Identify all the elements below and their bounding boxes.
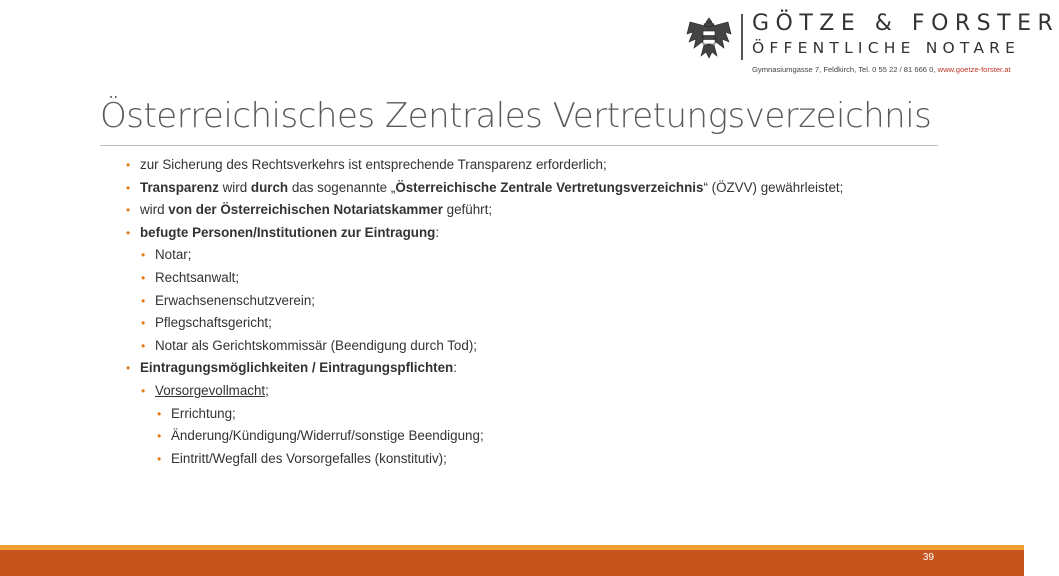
bullet-dot-icon: •	[126, 225, 131, 240]
bullet-item	[141, 335, 478, 357]
bullet-item	[141, 290, 316, 312]
bullet-text: Notar als Gerichtskommissär (Beendigung durch Tod);	[155, 337, 478, 353]
bullet-dot-icon: •	[141, 338, 146, 353]
bullet-text: Vorsorgevollmacht	[155, 383, 266, 398]
bullet-text: von der Österreichischen Notariatskammer	[168, 202, 443, 218]
bullet-item	[126, 154, 607, 176]
bullet-dot-icon: •	[141, 316, 146, 331]
bullet-item	[141, 244, 192, 266]
bullet-item	[141, 380, 269, 402]
bullet-item	[157, 403, 236, 425]
bullet-dot-icon: •	[157, 429, 162, 444]
bullet-text: Österreichische Zentrale Vertretungsverzeichnis	[395, 179, 704, 195]
bullet-item	[141, 267, 240, 289]
bullet-item	[126, 222, 440, 244]
bullet-dot-icon: •	[126, 180, 131, 195]
firm-subtitle: ÖFFENTLICHE NOTARE	[752, 39, 1021, 57]
bullet-text: :	[453, 360, 457, 376]
bullet-text: Eintragungsmöglichkeiten / Eintragungspflichten	[140, 360, 454, 376]
bullet-item	[126, 199, 493, 221]
bullet-dot-icon: •	[141, 271, 146, 285]
bullet-text: zur Sicherung des Rechtsverkehrs ist entsprechende Transparenz erforderlich;	[140, 157, 607, 172]
bullet-text: Pflegschaftsgericht;	[155, 315, 272, 331]
bullet-item	[126, 177, 844, 199]
bullet-text: :	[435, 224, 440, 240]
bullet-dot-icon: •	[141, 293, 146, 308]
bullet-dot-icon: •	[157, 451, 162, 466]
bullet-text: befugte Personen/Institutionen zur Eintragung	[140, 224, 436, 240]
bullet-dot-icon: •	[157, 406, 162, 421]
website-link[interactable]: www.goetze-forster.at	[937, 65, 1011, 74]
footer-bar	[0, 550, 1024, 576]
bullet-item	[126, 357, 457, 379]
header-divider	[741, 14, 743, 60]
firm-name: GÖTZE & FORSTER	[752, 11, 1059, 36]
slide-title: Österreichisches Zentrales Vertretungsverzeichnis	[100, 96, 932, 136]
bullet-dot-icon: •	[141, 248, 146, 263]
bullet-text: geführt;	[442, 202, 493, 218]
contact-text: Gymnasiumgasse 7, Feldkirch, Tel. 0 55 22 / 81 666 0,	[752, 65, 938, 74]
austrian-eagle-crest-icon	[684, 12, 734, 62]
bullet-text: “ (ÖZVV) gewährleistet;	[703, 179, 844, 195]
contact-line	[752, 65, 1011, 74]
bullet-text: Änderung/Kündigung/Widerruf/sonstige Beendigung;	[171, 428, 484, 444]
bullet-text: wird	[140, 202, 169, 218]
bullet-item	[141, 312, 272, 334]
bullet-text: wird	[218, 179, 251, 195]
bullet-item	[157, 425, 484, 447]
bullet-text: Eintritt/Wegfall des Vorsorgefalles (konstitutiv);	[171, 450, 447, 466]
bullet-text: Rechtsanwalt;	[155, 270, 240, 285]
bullet-text: durch	[250, 179, 289, 195]
bullet-text: Transparenz	[140, 179, 219, 195]
bullet-dot-icon: •	[141, 384, 146, 398]
letterhead	[0, 0, 1059, 90]
page-number: 39	[922, 552, 934, 563]
bullet-text: Erwachsenenschutzverein;	[155, 292, 316, 308]
bullet-text: Notar;	[155, 247, 192, 263]
bullet-dot-icon: •	[126, 158, 131, 172]
bullet-text: ;	[265, 383, 269, 398]
bullet-item	[157, 448, 447, 470]
bullet-dot-icon: •	[126, 361, 131, 376]
bullet-text: das sogenannte „	[288, 179, 396, 195]
bullet-text: Errichtung;	[171, 405, 236, 421]
title-underline	[100, 145, 938, 146]
bullet-dot-icon: •	[126, 203, 131, 218]
